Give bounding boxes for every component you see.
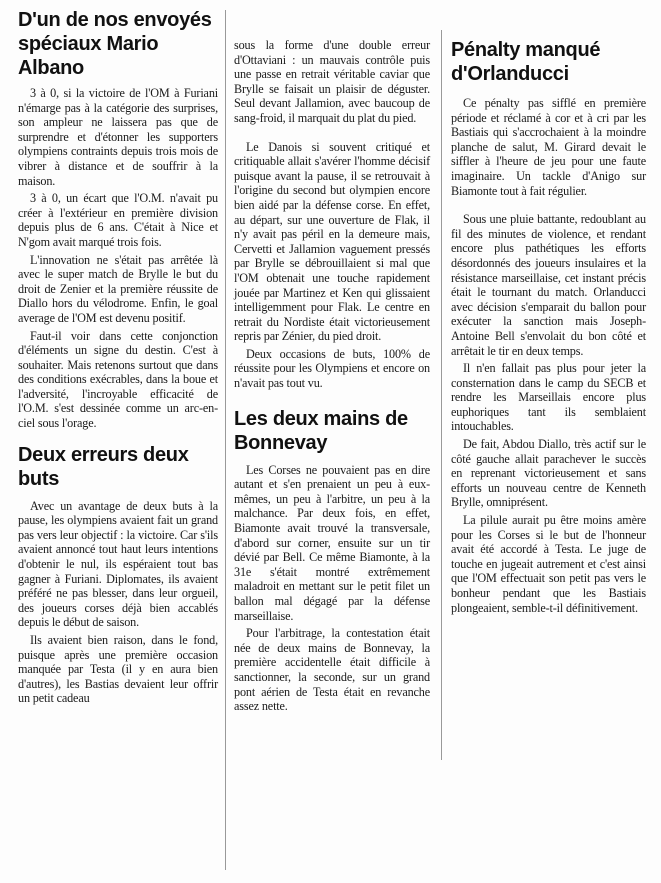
column-2 <box>234 38 430 714</box>
paragraph: Faut-il voir dans cette conjonction d'éléments un signe du destin. C'est à souhaiter. Mais retenons surtout que dans des conditions exécrables, dans la boue et l'adversité, l'incroyable efficacité de l'O.M. s'est dessinée comme un arc-en-ciel sous l'orage. <box>18 328 218 431</box>
column-3 <box>451 38 646 615</box>
paragraph: L'innovation ne s'était pas arrêtée là avec le super match de Brylle le but du droit de Zenier et la première réussite de Diallo hors du vélodrome. Enfin, le goal average de l'OM est devenu positif. <box>18 252 218 325</box>
paragraph: Pour l'arbitrage, la contestation était née de deux mains de Bonnevay, la première accidentelle était difficile à sanctionner, la seconde, sur un grand pont aérien de Testa était en revanche assez nette. <box>234 626 430 714</box>
paragraph: sous la forme d'une double erreur d'Ottaviani : un mauvais contrôle puis une passe en retrait véritable caviar que Brylle se faisait un plaisir de déguster. Seul devant Jallamion, avec baucoup de sang-froid, il marquait du plat du pied. <box>234 38 430 125</box>
paragraph: 3 à 0, un écart que l'O.M. n'avait pu créer à l'extérieur en première division depuis plus de 6 ans. C'était à Nice et N'gom avait marqué trois fois. <box>18 191 218 249</box>
paragraph: De fait, Abdou Diallo, très actif sur le côté gauche allait parachever le succès en reprenant victorieusement et sans efforts un nouveau centre de Kenneth Brylle, omniprésent. <box>451 437 646 510</box>
paragraph: Le Danois si souvent critiqué et critiquable allait s'avérer l'homme décisif puisque avant la pause, il se retrouvait à l'origine du second but olympien encore bien aidé par la défense corse. En effet, au départ, sur une ouverture de Flak, il n'y avait pas péril en la demeure mais, Cervetti et Jallamion vaguement pressés par Brylle se débrouillaient si mal que l'OM obtenait une touche rapidement jouée par Martinez et Ken qui glissaient intelligemment pour Flak. Le centre en retrait du Nordiste était victorieusement repris par Zénier, du pied droit. <box>234 139 430 344</box>
paragraph: La pilule aurait pu être moins amère pour les Corses si le but de l'honneur avait été accordé à Testa. Le juge de touche en jugeait autrement et c'est ainsi que l'OM effectuait son petit pas vers le bonheur pendant que les Bastiais plongeaient, semble-t-il définitivement. <box>451 513 646 615</box>
paragraph: Ils avaient bien raison, dans le fond, puisque après une première occasion manquée par Testa (il y en aura bien d'autres), les Bastias devaient leur offrir un petit cadeau <box>18 633 218 706</box>
paragraph: Il n'en fallait pas plus pour jeter la consternation dans le camp du SECB et rendre les Marseillais encore plus euphoriques tant ils semblaient intouchables. <box>451 361 646 434</box>
subheadline: Les deux mains de Bonnevay <box>234 407 408 454</box>
paragraph: Les Corses ne pouvaient pas en dire autant et s'en prenaient un peu à eux-mêmes, un peu à l'arbitre, un peu à la malchance. Par deux fois, en effet, Biamonte avait trouvé la transversale, d'abord sur corner, ensuite sur un tir dévié par Bell. Ce même Biamonte, à la 31e s'était montré extrêmement maladroit en mettant sur le petit filet un ballon mal dégagé par la défense marseillaise. <box>234 462 430 623</box>
paragraph: Avec un avantage de deux buts à la pause, les olympiens avaient fait un grand pas vers leur objectif : la victoire. Car s'ils avaient annoncé tout haut leurs intentions d'obtenir le nul, ils espéraient tout bas gagner à Furiani. Diplomates, ils avaient préféré ne pas blesser, dans leur orgueil, des joueurs corses déjà bien accablés depuis le début de saison. <box>18 498 218 630</box>
paragraph: Sous une pluie battante, redoublant au fil des minutes de violence, et rendant encore plus pathétiques les efforts désordonnés des joueurs insulaires et la résistance marseillaise, cet instant précis était le tournant du match. Orlanducci avec décision s'emparait du ballon pour exécuter la sanction mais Joseph-Antoine Bell s'envolait du bon côté et arrêtait le tir en deux temps. <box>451 212 646 358</box>
article-headline: Pénalty manqué d'Orlanducci <box>451 39 601 85</box>
column-divider <box>441 30 442 760</box>
column-1 <box>18 8 218 706</box>
column-divider <box>225 10 226 870</box>
subheadline: Deux erreurs deux buts <box>18 443 189 490</box>
article-headline: D'un de nos envoyés spéciaux Mario Albano <box>18 9 212 79</box>
paragraph: Deux occasions de buts, 100% de réussite pour les Olympiens et encore on n'avait pas tout vu. <box>234 346 430 391</box>
paragraph: Ce pénalty pas sifflé en première période et réclamé à cor et à cri par les Bastiais qui s'accrochaient à la moindre planche de salut, M. Girard devait le siffler à l'heure de jeu pour une faute imaginaire. Un tackle d'Anigo sur Biamonte tout à fait régulier. <box>451 96 646 198</box>
paragraph: 3 à 0, si la victoire de l'OM à Furiani n'émarge pas à la catégorie des surprises, son ampleur ne laissera pas que de surprendre et d'étonner les supporters olympiens contraints depuis trois mois de vibrer à distance et de souffrir à la maison. <box>18 86 218 188</box>
